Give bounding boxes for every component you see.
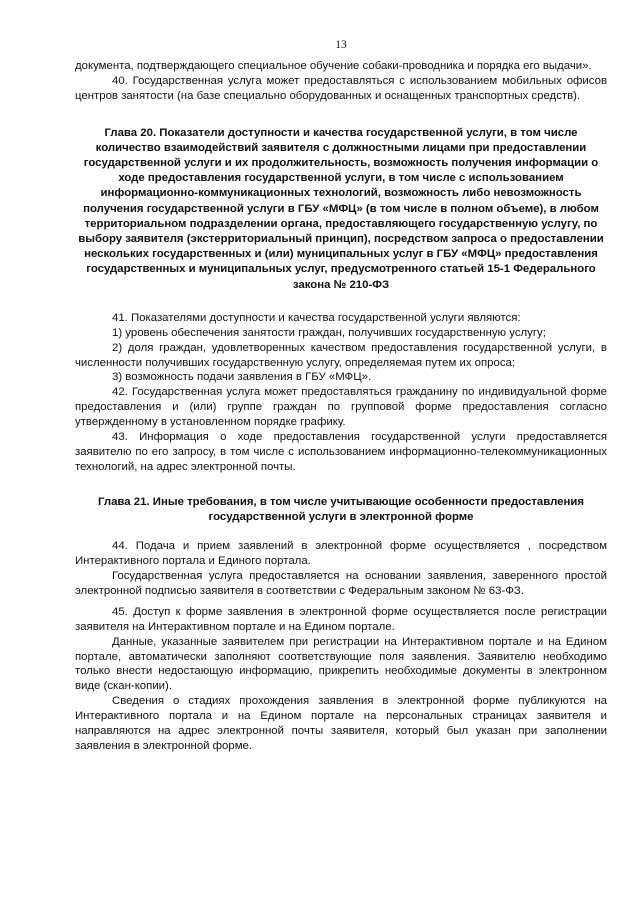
paragraph-45-registration-data: Данные, указанные заявителем при регистрации на Интерактивном портале и на Едином портале, автоматически заполняют соответствующие поля заявления. Заявителю необходимо только внести недостающую информацию, прикрепить необходимые документы в электронном виде (скан-копии). [75,635,607,693]
page-number: 13 [335,39,347,51]
paragraph-41: 41. Показателями доступности и качества государственной услуги являются: [112,311,521,324]
document-page [75,38,607,754]
list-item-3: 3) возможность подачи заявления в ГБУ «МФЦ». [112,371,372,384]
paragraph-45: 45. Доступ к форме заявления в электронной форме осуществляется после регистрации заявителя на Интерактивном портале и на Едином портале. [75,605,607,633]
paragraph-continuation: документа, подтверждающего специальное обучение собаки-проводника и порядка его выдачи». [75,59,592,72]
paragraph-43: 43. Информация о ходе предоставления государственной услуги предоставляется заявителю по его запросу, в том числе с использованием информационно-телекоммуникационных технологий, на адрес электронной почты. [75,431,607,473]
list-item-1: 1) уровень обеспечения занятости граждан, получивших государственную услугу; [112,326,546,339]
paragraph-44: 44. Подача и прием заявлений в электронной форме осуществляется , посредством Интерактивного портала и Единого портала. [75,540,607,568]
paragraph-42: 42. Государственная услуга может предоставляться гражданину по индивидуальной форме предоставления и (или) группе граждан по групповой форме предоставления согласно утвержденному в установленном порядке графику. [75,386,607,429]
paragraph-40: 40. Государственная услуга может предоставляться с использованием мобильных офисов центров занятости (на базе специально оборудованных и оснащенных транспортных средств). [75,74,607,102]
list-item-2: 2) доля граждан, удовлетворенных качеством предоставления государственной услуги, в численности получивших государственную услугу, определяемая путем их опроса; [75,341,607,369]
paragraph-44-electronic-signature: Государственная услуга предоставляется на основании заявления, заверенного простой электронной подписью заявителя в соответствии с Федеральным законом № 63-ФЗ. [75,570,607,597]
chapter-20-heading: Глава 20. Показатели доступности и качества государственной услуги, в том числе количество взаимодействий заявителя с должностными лицами при предоставлении государственной услуги и их продолжительность, возможность получения информации о ходе предоставления государственной услуги, в том числе с использованием информационно-коммуникационных технологий, возможность либо невозможность получения государственной услуги в ГБУ «МФЦ» (в том числе в полном объеме), в любом территориальном подразделении органа, предоставляющего государственную услугу, по выбору заявителя (экстерриториальный принцип), посредством запроса о предоставлении нескольких государственных и (или) муниципальных услуг в ГБУ «МФЦ» предоставления государственных и муниципальных услуг, предусмотренного статьей 15-1 Федерального закона № 210-ФЗ [78,126,604,291]
chapter-21-heading: Глава 21. Иные требования, в том числе учитывающие особенности предоставления государственной услуги в электронной форме [97,495,585,524]
paragraph-45-status-info: Сведения о стадиях прохождения заявления в электронной форме публикуются на Интерактивного портала и на Едином портале на персональных страницах заявителя и направляются на адрес электронной почты заявителя, который был указан при заполнении заявления в электронной форме. [75,695,607,753]
